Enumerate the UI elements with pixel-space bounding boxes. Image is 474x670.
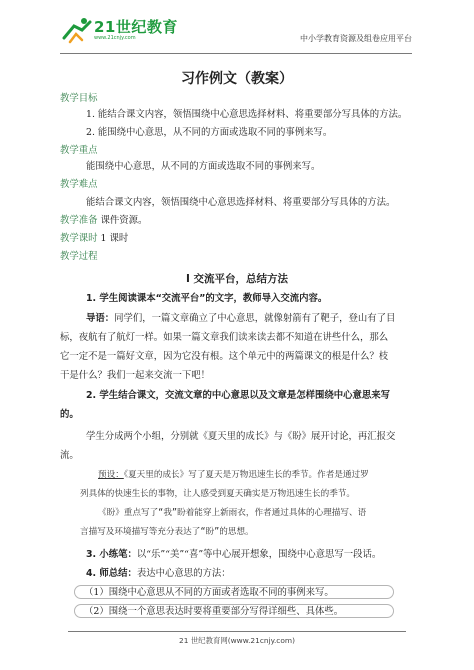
step-1: 1. 学生阅读课本“交流平台”的文字，教师导入交流内容。 <box>86 293 328 304</box>
goals-heading: 教学目标 <box>60 93 98 104</box>
step-4 <box>86 567 231 580</box>
prep-row <box>60 214 147 227</box>
step-2-cont: 的。 <box>60 409 79 420</box>
keypoint-heading: 教学重点 <box>60 145 98 156</box>
group-line: 流。 <box>60 450 79 461</box>
intro-line: 干是什么？我们一起来交流一下吧！ <box>60 370 211 381</box>
footer-text: 21 世纪教育网(www.21cnjy.com) <box>179 636 295 645</box>
keypoint-text: 能围绕中心意思，从不同的方面或选取不同的事例来写。 <box>86 161 321 172</box>
hours-heading: 教学课时 <box>60 233 98 244</box>
step-3-label: 3. 小练笔： <box>86 549 137 560</box>
preset-line: 列具体的快速生长的事物，让人感受到夏天确实是万物迅速生长的季节。 <box>80 489 356 499</box>
difficulty-text: 能结合课文内容，领悟围绕中心意思选择材料、将重要部分写具体的方法。 <box>86 197 396 208</box>
intro-label: 导语： <box>86 313 115 324</box>
step-2: 2. 学生结合课文，交流文章的中心意思以及文章是怎样围绕中心意思来写 <box>86 390 390 401</box>
preset-line: 《盼》重点写了“我”盼着能穿上新雨衣，作者通过具体的心理描写、语 <box>98 508 367 518</box>
intro-line: 它一定不是一篇好文章，因为它没有根。这个单元中的两篇课文的根是什么？枝 <box>60 351 389 362</box>
goal-item: 1. 能结合课文内容，领悟围绕中心意思选择材料、将重要部分写具体的方法。 <box>86 109 408 120</box>
group-line: 学生分成两个小组，分别就《夏天里的成长》与《盼》展开讨论，再汇报交 <box>86 431 396 442</box>
preset-text: 《夏天里的成长》写了夏天是万物迅速生长的季节。作者是通过罗 <box>123 470 369 480</box>
method-item: （1）围绕中心意思从不同的方面或者选取不同的事例来写。 <box>84 587 334 598</box>
step-4-label: 4. 师总结： <box>86 568 137 579</box>
hours-row <box>60 232 128 245</box>
hours-text: 1 课时 <box>100 233 129 244</box>
footer-rule <box>68 631 406 632</box>
process-heading: 教学过程 <box>60 251 98 262</box>
method-item: （2）围绕一个意思表达时要将重要部分写得详细些、具体些。 <box>84 606 344 617</box>
difficulty-heading: 教学难点 <box>60 179 98 190</box>
preset-line <box>98 469 369 482</box>
page-header <box>60 14 412 54</box>
preset-line: 言描写及环境描写等充分表达了“盼”的思想。 <box>80 527 254 537</box>
prep-heading: 教学准备 <box>60 215 98 226</box>
logo-text: 21世纪教育 <box>94 18 178 36</box>
platform-name: 中小学教育资源及组卷应用平台 <box>300 34 412 43</box>
goal-item: 2. 能围绕中心意思，从不同的方面或选取不同的事例来写。 <box>86 127 333 138</box>
step-3 <box>86 548 381 561</box>
intro-line <box>86 312 395 325</box>
intro-line: 标，夜航有了航灯一样。如果一篇文章我们读来读去都不知道在讲些什么，那么 <box>60 332 389 343</box>
logo-url: www.21cnjy.com <box>94 35 136 41</box>
section-title: Ⅰ 交流平台，总结方法 <box>185 273 289 285</box>
intro-text: 同学们，一篇文章确立了中心意思，就像射箭有了靶子，登山有了目 <box>114 313 396 324</box>
prep-text: 课件资源。 <box>100 215 148 226</box>
step-4-text: 表达中心意思的方法： <box>136 568 231 579</box>
preset-label: 预设： <box>98 470 124 480</box>
step-3-text: 以“乐”“美”“喜”等中心展开想象，围绕中心意思写一段话。 <box>136 549 382 560</box>
document-title: 习作例文（教案） <box>181 71 293 87</box>
